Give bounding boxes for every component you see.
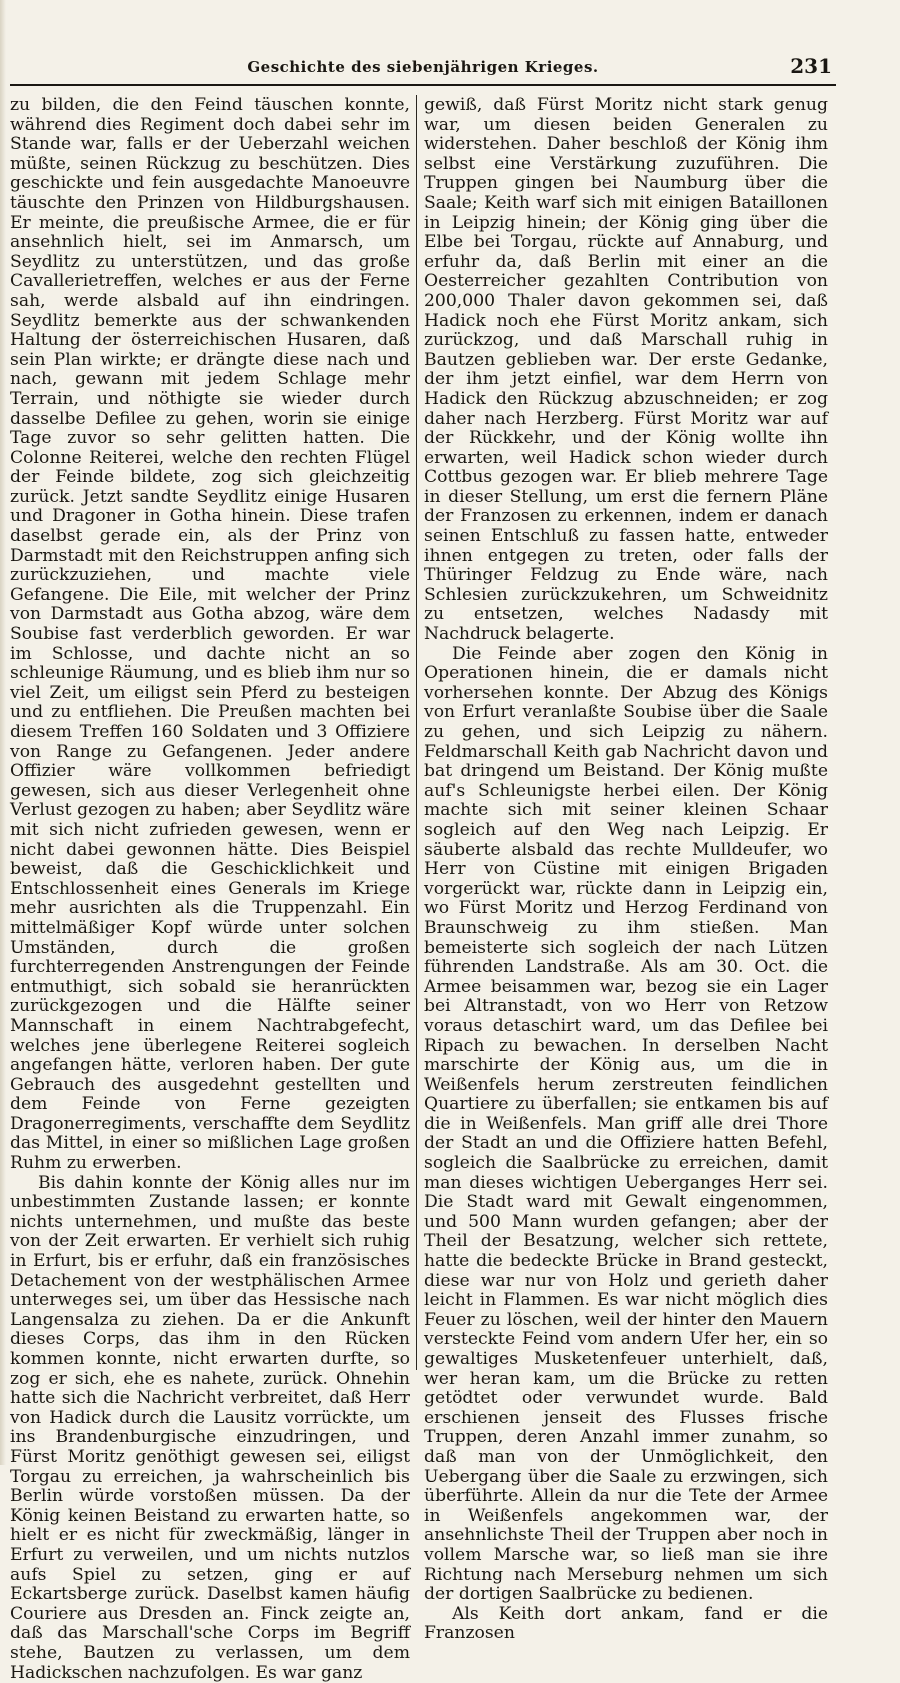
left-column [10, 96, 410, 1683]
paragraph: Als Keith dort ankam, fand er die Franzosen [424, 1603, 828, 1644]
right-column [424, 96, 828, 1644]
paragraph: gewiß, daß Fürst Moritz nicht stark genug war, um diesen beiden Generalen zu widerstehen. Daher beschloß der König ihm selbst eine Verstärkung zuzuführen. Die Truppen gingen bei Naumburg über die Saale; Keith warf sich mit einigen Bataillonen in Leipzig hinein; der König ging über die Elbe bei Torgau, rückte auf Annaburg, und erfuhr da, daß Berlin mit einer an die Oesterreicher gezahlten Contribution von 200,000 Thaler davon gekommen sei, daß Hadick noch ehe Fürst Moritz ankam, sich zurückzog, und daß Marschall ruhig in Bautzen geblieben war. Der erste Gedanke, der ihm jetzt einfiel, war dem Herrn von Hadick den Rückzug abzuschneiden; er zog daher nach Herzberg. Fürst Moritz war auf der Rückkehr, und der König wollte ihn erwarten, weil Hadick schon wieder durch Cottbus gezogen war. Er blieb mehrere Tage in dieser Stellung, um erst die fernern Pläne der Franzosen zu erkennen, indem er danach seinen Entschluß zu fassen hatte, entweder ihnen entgegen zu treten, oder falls der Thüringer Feldzug zu Ende wäre, nach Schlesien zurückzukehren, um Schweidnitz zu entsetzen, welches Nadasdy mit Nachdruck belagerte. [424, 95, 828, 645]
column-divider [416, 95, 417, 1370]
running-header [10, 52, 836, 86]
page-gutter-shadow [0, 0, 6, 1465]
running-title: Geschichte des siebenjährigen Krieges. [247, 58, 599, 76]
page-number: 231 [790, 54, 832, 78]
paragraph: Die Feinde aber zogen den König in Operationen hinein, die er damals nicht vorhersehen konnte. Der Abzug des Königs von Erfurt veranlaßte Soubise über die Saale zu gehen, und sich Leipzig zu nähern. Feldmarschall Keith gab Nachricht davon und bat dringend um Beistand. Der König mußte auf's Schleunigste herbei eilen. Der König machte sich mit seiner kleinen Schaar sogleich auf den Weg nach Leipzig. Er säuberte alsbald das rechte Mulldeufer, wo Herr von Cüstine mit einigen Brigaden vorgerückt war, rückte dann in Leipzig ein, wo Fürst Moritz und Herzog Ferdinand von Braunschweig zu ihm stießen. Man bemeisterte sich sogleich der nach Lützen führenden Landstraße. Als am 30. Oct. die Armee beisammen war, bezog sie ein Lager bei Altranstadt, von wo Herr von Retzow voraus detaschirt ward, um das Defilee bei Ripach zu bewachen. In derselben Nacht marschirte der König aus, um die in Weißenfels herum zerstreuten feindlichen Quartiere zu überfallen; sie entkamen bis auf die in Weißenfels. Man griff alle drei Thore der Stadt an und die Offiziere hatten Befehl, sogleich die Saalbrücke zu erreichen, damit man dieses wichtigen Ueberganges Herr sei. Die Stadt ward mit Gewalt eingenommen, und 500 Mann wurden gefangen; aber der Theil der Besatzung, welcher sich rettete, hatte die bedeckte Brücke in Brand gesteckt, diese war nur von Holz und gerieth daher leicht in Flammen. Es war nicht möglich dies Feuer zu löschen, weil der hinter den Mauern versteckte Feind vom andern Ufer her, ein so gewaltiges Musketenfeuer unterhielt, daß, wer heran kam, um die Brücke zu retten getödtet oder verwundet wurde. Bald erschienen jenseit des Flusses frische Truppen, deren Anzahl immer zunahm, so daß man von der Unmöglichkeit, den Uebergang über die Saale zu erzwingen, sich überführte. Allein da nur die Tete der Armee in Weißenfels angekommen war, der ansehnlichste Theil der Truppen aber noch in vollem Marsche war, so ließ man sie ihre Richtung nach Merseburg nehmen um sich der dortigen Saalbrücke zu bedienen. [424, 643, 828, 1605]
paragraph: Bis dahin konnte der König alles nur im unbestimmten Zustande lassen; er konnte nichts unternehmen, und mußte das beste von der Zeit erwarten. Er verhielt sich ruhig in Erfurt, bis er erfuhr, daß ein französisches Detachement von der westphälischen Armee unterweges sei, um über das Hessische nach Langensalza zu ziehen. Da er die Ankunft dieses Corps, das ihm in den Rücken kommen konnte, nicht erwarten durfte, so zog er sich, ehe es nahete, zurück. Ohnehin hatte sich die Nachricht verbreitet, daß Herr von Hadick durch die Lausitz vorrückte, um ins Brandenburgische einzudringen, und Fürst Moritz genöthigt gewesen sei, eiligst Torgau zu erreichen, ja wahrscheinlich bis Berlin würde vorstoßen müssen. Da der König keinen Beistand zu erwarten hatte, so hielt er es nicht für zweckmäßig, länger in Erfurt zu verweilen, und um nichts nutzlos aufs Spiel zu setzen, ging er auf Eckartsberge zurück. Daselbst kamen häufig Couriere aus Dresden an. Finck zeigte an, daß das Marschall'sche Corps im Begriff stehe, Bautzen zu verlassen, um dem Hadickschen nachzufolgen. Es war ganz [10, 1172, 410, 1683]
paragraph: zu bilden, die den Feind täuschen konnte, während dies Regiment doch dabei sehr im Stande war, falls er der Ueberzahl weichen müßte, seinen Rückzug zu beschützen. Dies geschickte und fein ausgedachte Manoeuvre täuschte den Prinzen von Hildburgshausen. Er meinte, die preußische Armee, die er für ansehnlich hielt, sei im Anmarsch, um Seydlitz zu unterstützen, und das große Cavallerietreffen, welches er aus der Ferne sah, werde alsbald auf ihn eindringen. Seydlitz bemerkte aus der schwankenden Haltung der österreichischen Husaren, daß sein Plan wirkte; er drängte diese nach und nach, gewann mit jedem Schlage mehr Terrain, und nöthigte sie wieder durch dasselbe Defilee zu gehen, worin sie einige Tage zuvor so sehr gelitten hatten. Die Colonne Reiterei, welche den rechten Flügel der Feinde bildete, zog sich gleichzeitig zurück. Jetzt sandte Seydlitz einige Husaren und Dragoner in Gotha hinein. Diese trafen daselbst gerade ein, als der Prinz von Darmstadt mit den Reichstruppen anfing sich zurückzuziehen, und machte viele Gefangene. Die Eile, mit welcher der Prinz von Darmstadt aus Gotha abzog, wäre dem Soubise fast verderblich geworden. Er war im Schlosse, und dachte nicht an so schleunige Räumung, und es blieb ihm nur so viel Zeit, um eiligst sein Pferd zu besteigen und zu entfliehen. Die Preußen machten bei diesem Treffen 160 Soldaten und 3 Offiziere von Range zu Gefangenen. Jeder andere Offizier wäre vollkommen befriedigt gewesen, sich aus dieser Verlegenheit ohne Verlust gezogen zu haben; aber Seydlitz wäre mit sich nicht zufrieden gewesen, wenn er nicht dabei gewonnen hätte. Dies Beispiel beweist, daß die Geschicklichkeit und Entschlossenheit eines Generals im Kriege mehr ausrichten als die Truppenzahl. Ein mittelmäßiger Kopf würde unter solchen Umständen, durch die großen furchterregenden Anstrengungen der Feinde entmuthigt, sich sobald sie heranrückten zurückgezogen und die Hälfte seiner Mannschaft in einem Nachtrabgefecht, welches jene überlegene Reiterei sogleich angefangen hätte, verloren haben. Der gute Gebrauch des ausgedehnt gestellten und dem Feinde von Ferne gezeigten Dragonerregiments, verschaffte dem Seydlitz das Mittel, in einer so mißlichen Lage großen Ruhm zu erwerben. [10, 95, 410, 1174]
